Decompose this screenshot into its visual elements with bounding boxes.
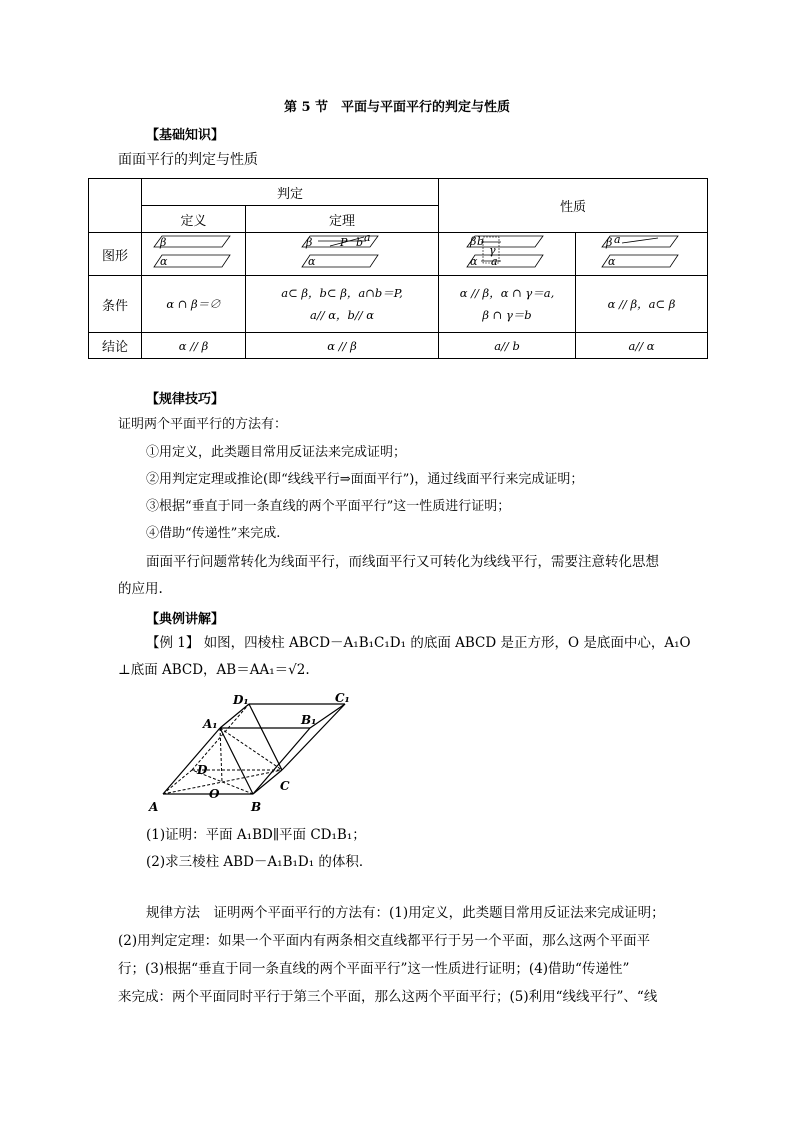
- page-title: 第 5 节 平面与平面平行的判定与性质: [283, 100, 511, 115]
- question-1: (1)证明：平面 A₁BD∥平面 CD₁B₁；: [146, 827, 366, 843]
- vertex-c-label: C: [280, 779, 290, 793]
- alpha-label: α: [159, 255, 167, 268]
- center-o-label: O: [209, 787, 220, 801]
- table-corner-cell: [89, 179, 142, 233]
- line-b-label: b: [356, 236, 364, 249]
- figure-definition: [142, 233, 246, 276]
- example-text: 如图，四棱柱 ABCD－A₁B₁C₁D₁ 的底面 ABCD 是正方形，O 是底面中心，A₁O: [203, 635, 691, 651]
- example-1-line-1: [146, 636, 691, 650]
- gamma-label: γ: [489, 244, 496, 257]
- beta-label: β: [605, 236, 612, 249]
- question-2: (2)求三棱柱 ABD－A₁B₁D₁ 的体积．: [146, 854, 373, 870]
- vertex-d-label: D: [197, 763, 208, 777]
- condition-property-1: [439, 276, 576, 333]
- conclusion-property-1: a// b: [439, 333, 576, 359]
- note-line-2: 的应用.: [118, 581, 163, 597]
- judgement-property-table: [88, 178, 708, 359]
- method-line: 规律方法 证明两个平面平行的方法有：(1)用定义，此类题目常用反证法来完成证明；: [146, 905, 665, 921]
- conclusion-theorem: α // β: [246, 333, 439, 359]
- row-label-figure: 图形: [89, 233, 142, 276]
- line-b-label: b: [477, 235, 485, 248]
- theorem-planes-figure: [300, 233, 384, 271]
- parallel-planes-figure: [152, 233, 236, 271]
- tips-intro: 证明两个平面平行的方法有：: [118, 417, 288, 432]
- line-a-label: a: [491, 255, 498, 268]
- condition-theorem: [246, 276, 439, 333]
- figure-theorem: [246, 233, 439, 276]
- header-property: 性质: [439, 179, 708, 233]
- section-basic-heading: 【基础知识】: [146, 128, 225, 143]
- condition-theorem-line2: a// α，b// α: [309, 308, 375, 322]
- alpha-label: α: [470, 255, 478, 268]
- row-label-condition: 条件: [89, 276, 142, 333]
- prism-figure: [145, 688, 365, 818]
- row-label-conclusion: 结论: [89, 333, 142, 359]
- method-line: 来完成：两个平面同时平行于第三个平面，那么这两个平面平行；(5)利用“线线平行”、“线: [118, 989, 658, 1005]
- point-p-label: P: [340, 236, 348, 249]
- vertex-b-label: B: [251, 800, 262, 814]
- alpha-label: α: [308, 255, 316, 268]
- header-theorem: 定理: [246, 206, 439, 233]
- beta-label: β: [306, 236, 313, 249]
- line-a-label: a: [613, 233, 621, 246]
- table-caption: 面面平行的判定与性质: [118, 152, 258, 168]
- header-judge: 判定: [142, 179, 439, 206]
- condition-definition: α ∩ β＝∅: [142, 276, 246, 333]
- property2-planes-figure: [600, 233, 684, 271]
- alpha-label: α: [607, 255, 615, 268]
- vertex-d1-label: D₁: [233, 693, 249, 707]
- method-line: (2)用判定定理：如果一个平面内有两条相交直线都平行于另一个平面，那么这两个平面平: [118, 933, 651, 949]
- tip-item: ④借助“传递性”来完成.: [146, 526, 281, 541]
- tip-item: ③根据“垂直于同一条直线的两个平面平行”这一性质进行证明；: [146, 499, 511, 514]
- condition-theorem-line1: a⊂ β，b⊂ β，a∩b＝P,: [281, 286, 403, 300]
- line-a-label: a: [364, 233, 371, 244]
- note-line-1: 面面平行问题常转化为线面平行，而线面平行又可转化为线线平行，需要注意转化思想: [146, 554, 659, 570]
- condition-property1-line2: β ∩ γ＝b: [482, 308, 532, 322]
- condition-property1-line1: α // β，α ∩ γ＝a,: [459, 286, 555, 300]
- tip-item: ①用定义，此类题目常用反证法来完成证明；: [146, 445, 407, 460]
- method-line: 行；(3)根据“垂直于同一条直线的两个平面平行”这一性质进行证明；(4)借助“传递性”: [118, 961, 630, 977]
- property1-planes-figure: [465, 233, 549, 271]
- vertex-b1-label: B₁: [301, 713, 317, 727]
- tip-item: ②用判定定理或推论(即“线线平行⇒面面平行”)，通过线面平行来完成证明；: [146, 472, 584, 487]
- header-definition: 定义: [142, 206, 246, 233]
- conclusion-definition: α // β: [142, 333, 246, 359]
- example-1-line-2: ⊥底面 ABCD，AB＝AA₁＝√2.: [118, 662, 310, 678]
- example-label: 【例 1】: [146, 635, 200, 651]
- figure-property-1: [439, 233, 576, 276]
- vertex-a1-label: A₁: [203, 717, 218, 731]
- beta-label: β: [159, 236, 166, 249]
- figure-property-2: [576, 233, 708, 276]
- beta-label: β: [470, 235, 477, 248]
- section-tips-heading: 【规律技巧】: [146, 392, 225, 407]
- vertex-a-label: A: [149, 800, 159, 814]
- condition-property-2: α // β，a⊂ β: [576, 276, 708, 333]
- conclusion-property-2: a// α: [576, 333, 708, 359]
- section-examples-heading: 【典例讲解】: [146, 612, 225, 627]
- vertex-c1-label: C₁: [335, 691, 350, 705]
